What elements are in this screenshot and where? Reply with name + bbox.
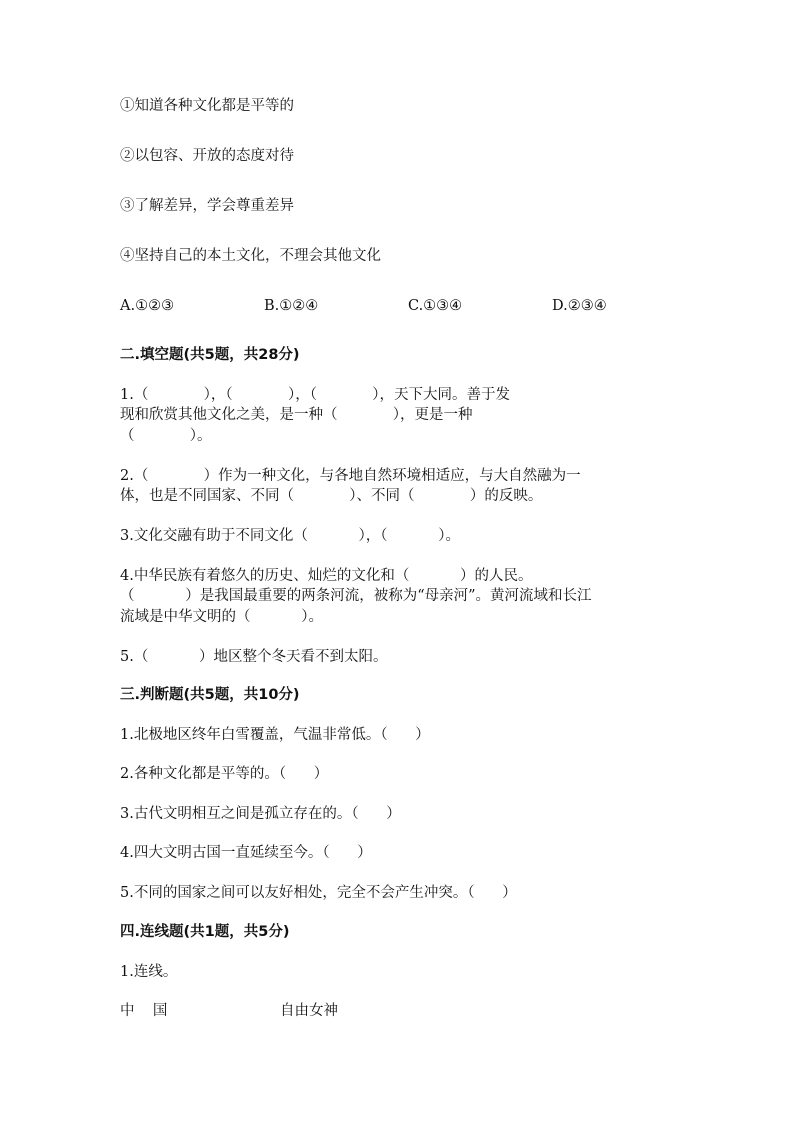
judge-item: 3.古代文明相互之间是孤立存在的。（ ） [120,806,401,822]
option-c: C.①③④ [408,298,463,314]
section-heading-match: 四.连线题(共1题，共5分) [120,924,290,940]
match-question: 1.连线。 [120,964,178,980]
statement-3: ③了解差异，学会尊重差异 [120,198,294,214]
judge-item: 5.不同的国家之间可以友好相处，完全不会产生冲突。（ ） [120,885,517,901]
fill-line: 5.（ ）地区整个冬天看不到太阳。 [120,649,388,665]
fill-line: 1.（ ），（ ），（ ），天下大同。善于发 [120,387,511,403]
section-heading-judge: 三.判断题(共5题，共10分) [120,687,300,703]
fill-line: 3.文化交融有助于不同文化（ ），（ ）。 [120,528,460,544]
fill-line: （ ）。 [120,428,212,444]
judge-item: 1.北极地区终年白雪覆盖，气温非常低。（ ） [120,727,430,743]
option-b: B.①②④ [264,298,319,314]
statement-1: ①知道各种文化都是平等的 [120,98,294,114]
match-left-item: 中 国 [120,1003,168,1019]
statement-2: ②以包容、开放的态度对待 [120,148,294,164]
fill-line: 4.中华民族有着悠久的历史、灿烂的文化和（ ）的人民。 [120,568,533,584]
fill-line: （ ）是我国最重要的两条河流，被称为“母亲河”。黄河流域和长江 [120,588,592,604]
fill-line: 2.（ ）作为一种文化，与各地自然环境相适应，与大自然融为一 [120,468,581,484]
section-heading-fill: 二.填空题(共5题，共28分) [120,347,300,363]
fill-line: 流域是中华文明的（ ）。 [120,609,323,625]
match-right-item: 自由女神 [280,1003,338,1019]
statement-4: ④坚持自己的本土文化，不理会其他文化 [120,248,381,264]
fill-line: 现和欣赏其他文化之美，是一种（ ），更是一种 [120,407,473,423]
judge-item: 4.四大文明古国一直延续至今。（ ） [120,845,372,861]
option-d: D.②③④ [552,298,607,314]
judge-item: 2.各种文化都是平等的。（ ） [120,766,329,782]
option-a: A.①②③ [120,298,175,314]
fill-line: 体，也是不同国家、不同（ ）、不同（ ）的反映。 [120,488,543,504]
